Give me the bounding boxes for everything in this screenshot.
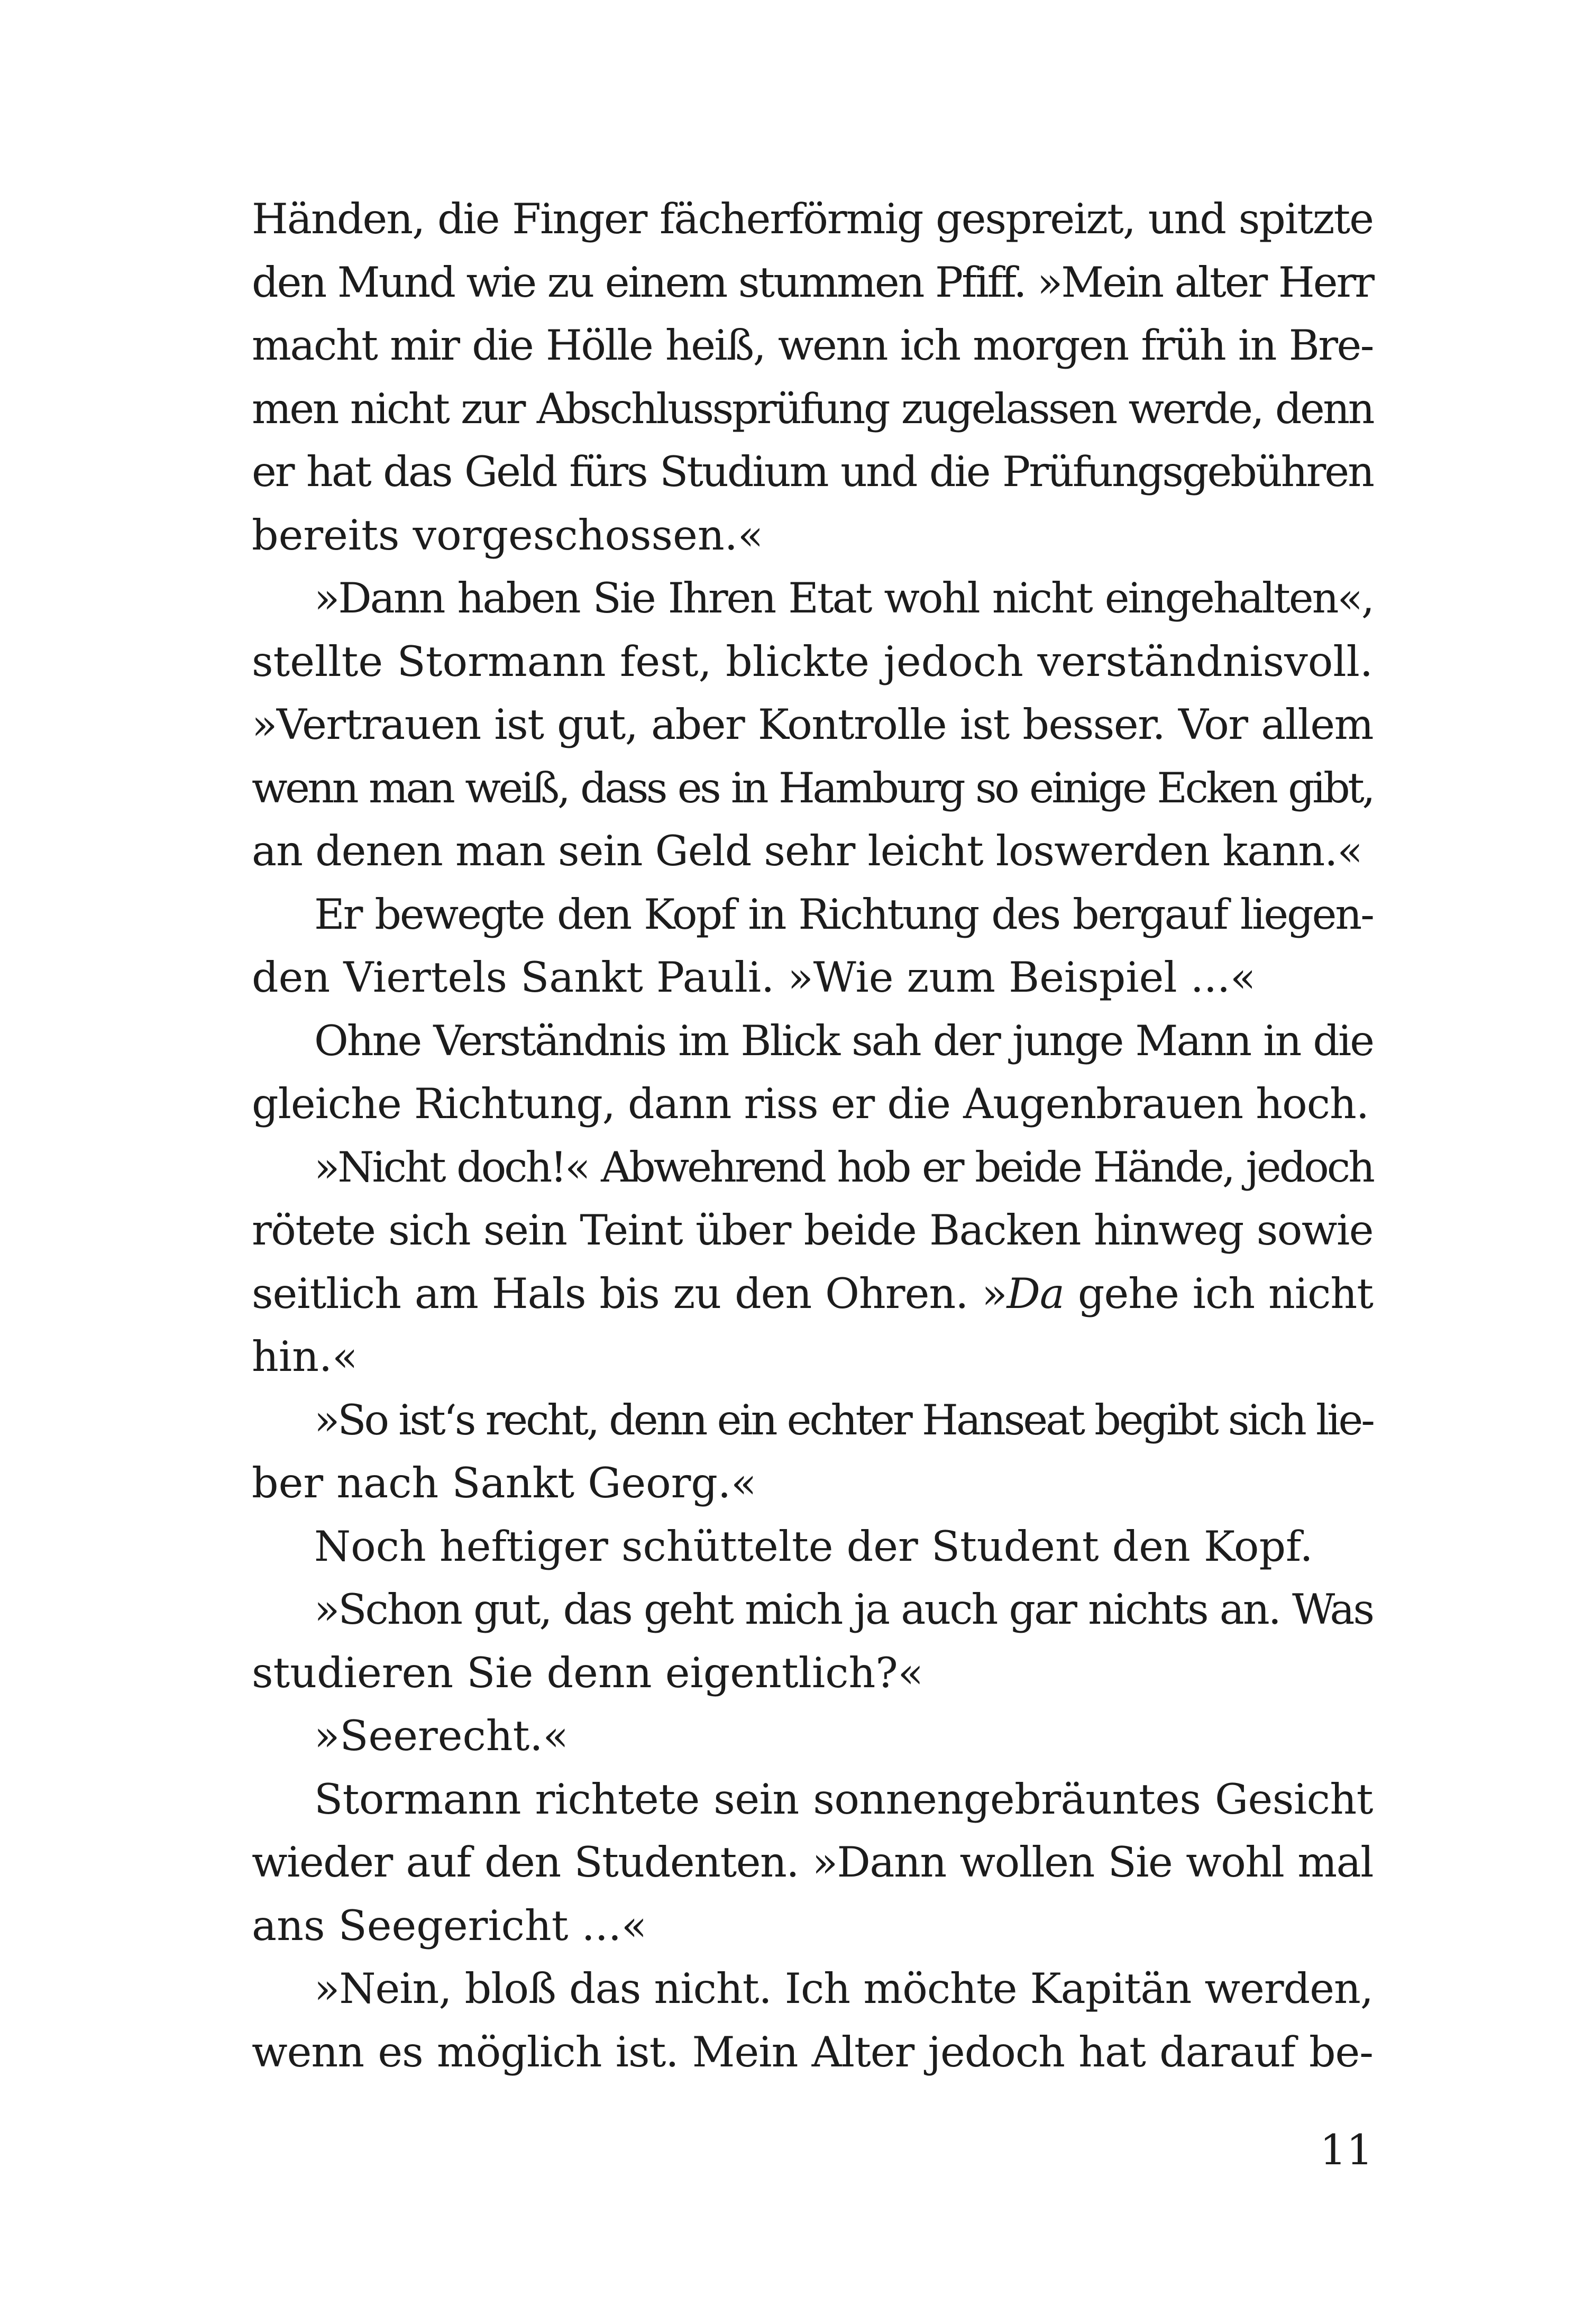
text-line: rötete sich sein Teint über beide Backen hinweg sowie bbox=[252, 1206, 1373, 1255]
text-line: men nicht zur Abschlussprüfung zugelassen werde, denn bbox=[252, 384, 1373, 433]
text-line: wenn man weiß, dass es in Hamburg so einige Ecken gibt, bbox=[252, 763, 1373, 812]
text-line: »Schon gut, das geht mich ja auch gar nichts an. Was bbox=[314, 1585, 1373, 1634]
body-text bbox=[252, 188, 1373, 2084]
text-line: er hat das Geld fürs Studium und die Prüfungsgebühren bbox=[252, 447, 1373, 496]
text-line: Stormann richtete sein sonnengebräuntes Gesicht bbox=[314, 1774, 1373, 1824]
text-line: »Vertrauen ist gut, aber Kontrolle ist besser. Vor allem bbox=[252, 700, 1373, 749]
text-line: »Seerecht.« bbox=[314, 1712, 569, 1760]
text-line: macht mir die Hölle heiß, wenn ich morgen früh in Bre- bbox=[252, 321, 1373, 370]
text-line: Er bewegte den Kopf in Richtung des bergauf liegen- bbox=[314, 890, 1373, 939]
text-line: »Dann haben Sie Ihren Etat wohl nicht eingehalten«, bbox=[314, 574, 1373, 623]
text-line: Noch heftiger schüttelte der Student den Kopf. bbox=[314, 1522, 1313, 1571]
text-line: wieder auf den Studenten. »Dann wollen Sie wohl mal bbox=[252, 1838, 1373, 1887]
text-line: Ohne Verständnis im Blick sah der junge Mann in die bbox=[314, 1016, 1373, 1065]
text-line: ber nach Sankt Georg.« bbox=[252, 1459, 757, 1507]
page-number: 11 bbox=[1320, 2126, 1373, 2174]
text-line: »So ist‘s recht, denn ein echter Hanseat begibt sich lie- bbox=[314, 1395, 1373, 1444]
text-line: den Mund wie zu einem stummen Pfiff. »Mein alter Herr bbox=[252, 258, 1373, 307]
text-line: »Nicht doch!« Abwehrend hob er beide Hände, jedoch bbox=[314, 1142, 1373, 1192]
text-line: Händen, die Finger fächerförmig gespreizt, und spitzte bbox=[252, 195, 1373, 243]
text-line: bereits vorgeschossen.« bbox=[252, 510, 764, 560]
text-line: den Viertels Sankt Pauli. »Wie zum Beispiel ...« bbox=[252, 953, 1256, 1002]
text-line: hin.« bbox=[252, 1332, 358, 1381]
text-line: an denen man sein Geld sehr leicht loswerden kann.« bbox=[252, 827, 1362, 875]
text-line: gleiche Richtung, dann riss er die Augenbrauen hoch. bbox=[252, 1079, 1369, 1128]
text-line: »Nein, bloß das nicht. Ich möchte Kapitän werden, bbox=[314, 1964, 1373, 2013]
text-line: wenn es möglich ist. Mein Alter jedoch hat darauf be- bbox=[252, 2027, 1373, 2076]
text-line: stellte Stormann fest, blickte jedoch verständnisvoll. bbox=[252, 637, 1373, 686]
text-line: studieren Sie denn eigentlich?« bbox=[252, 1648, 924, 1697]
text-line: ans Seegericht ...« bbox=[252, 1901, 647, 1950]
text-line: seitlich am Hals bis zu den Ohren. »Da gehe ich nicht bbox=[252, 1269, 1373, 1318]
